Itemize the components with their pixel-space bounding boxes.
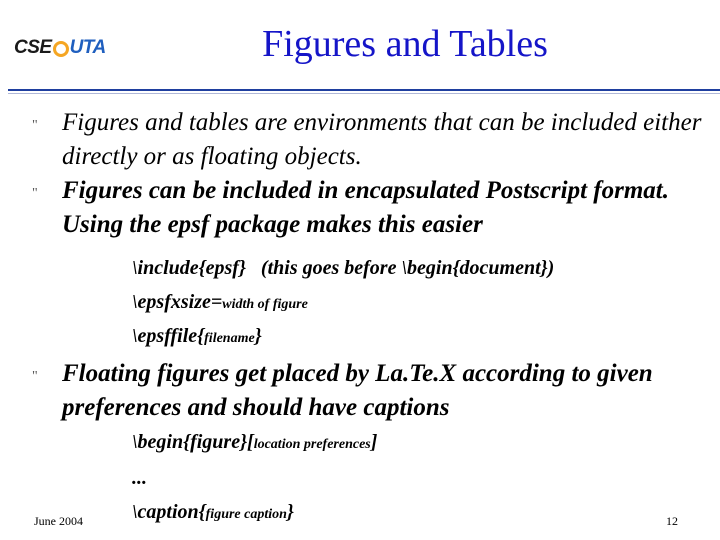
bullet-marker-icon: ": [32, 118, 38, 133]
logo-uta-text: UTA: [69, 37, 106, 58]
code-line: [132, 290, 308, 317]
code-text: \begin{figure}[: [132, 431, 254, 453]
logo-ring-icon: [53, 41, 69, 57]
code-arg: width of figure: [222, 297, 308, 312]
slide-title: Figures and Tables: [262, 23, 548, 65]
bullet-marker-icon: ": [32, 186, 38, 201]
code-text: \epsffile{: [132, 325, 205, 347]
code-line: [132, 430, 377, 457]
code-line: [132, 324, 262, 351]
bullet-item: Figures and tables are environments that can be included either directly or as floating objects.: [62, 109, 702, 170]
code-text: ]: [370, 431, 378, 453]
title-divider: [8, 89, 720, 91]
code-text: }: [286, 501, 294, 523]
title-divider-light: [8, 93, 720, 94]
slide-number: 12: [666, 514, 678, 528]
code-line: ...: [132, 467, 147, 489]
logo-cse-text: CSE: [14, 37, 52, 58]
code-text: }: [254, 325, 262, 347]
code-text: \caption{: [132, 501, 206, 523]
footer-date: June 2004: [34, 514, 83, 528]
bullet-marker-icon: ": [32, 369, 38, 384]
code-text: \epsfxsize=: [132, 291, 223, 313]
code-text: \include{epsf}: [132, 257, 246, 279]
code-arg: filename: [204, 331, 255, 346]
bullet-item: Floating figures get placed by La.Te.X according to given preferences and should have captions: [62, 360, 653, 421]
code-line: [132, 500, 294, 527]
code-line: [132, 256, 554, 280]
code-arg: location preferences: [253, 437, 371, 452]
code-arg: figure caption: [205, 507, 287, 522]
code-comment: (this goes before \begin{document}): [260, 257, 555, 279]
bullet-item: Figures can be included in encapsulated Postscript format. Using the epsf package makes this easier: [62, 177, 669, 238]
